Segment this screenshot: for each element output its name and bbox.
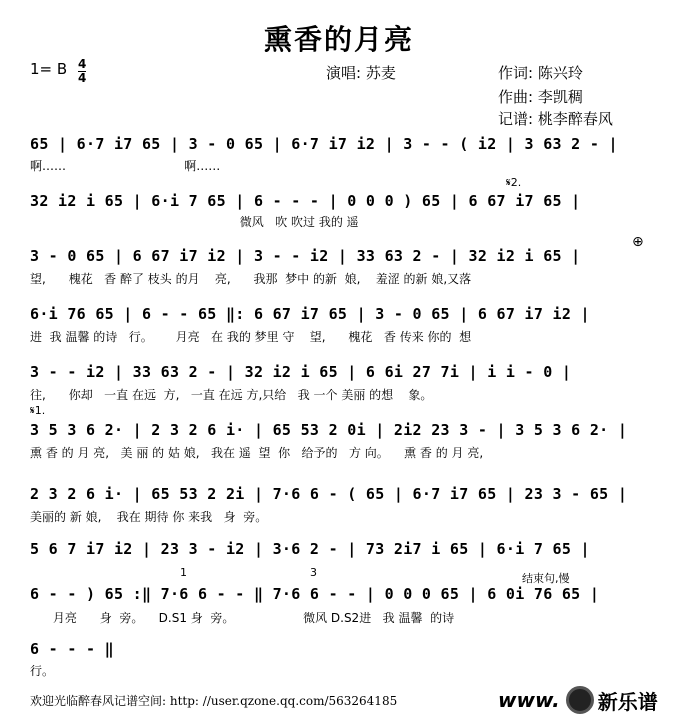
volta-3-mark: 3 (310, 566, 317, 579)
lyric-row-1: 啊…… 啊…… (30, 159, 221, 173)
score-row-8: 5 6 7 i7 i2 | 23 3 - i2 | 3·6 2 - | 73 2i7 i 65 | 6·i 7 65 | (30, 540, 590, 558)
singer-credit: 演唱: 苏麦 (326, 64, 396, 82)
key-signature: 1= B (30, 60, 68, 78)
transcriber-credit: 记谱: 桃李醉春风 (498, 110, 613, 128)
segno-2-mark: 𝄋2. (506, 176, 522, 189)
lyric-row-5: 往, 你却 一直 在远 方, 一直 在远 方,只给 我 一个 美丽 的想 象。 (30, 388, 433, 402)
time-signature-bottom: 4 (78, 71, 87, 85)
watermark-prefix: www. (498, 688, 560, 712)
watermark-brand: 新乐谱 (597, 689, 658, 714)
score-row-2: 32 i2 i 65 | 6·i 7 65 | 6 - - - | 0 0 0 ) 65 | 6 67 i7 65 | (30, 192, 581, 210)
score-row-10: 6 - - - ‖ (30, 640, 114, 658)
composer-credit: 作曲: 李凯稠 (498, 88, 583, 106)
score-row-7: 2 3 2 6 i· | 65 53 2 2i | 7·6 6 - ( 65 | 6·7 i7 65 | 23 3 - 65 | (30, 485, 628, 503)
score-row-9: 6 - - ) 65 :‖ 7·6 6 - - ‖ 7·6 6 - - | 0 0 0 65 | 6 0i 76 65 | (30, 585, 600, 603)
ending-note: 结束句,慢 (522, 572, 570, 585)
lyric-row-9: 月亮 身 旁。 D.S1 身 旁。 微风 D.S2进 我 温馨 的诗 (30, 611, 455, 625)
watermark (498, 682, 674, 718)
song-title: 熏香的月亮 (263, 23, 414, 56)
coda-mark: ⊕ (632, 234, 644, 250)
record-disc-icon (566, 686, 594, 714)
score-row-6: 3 5 3 6 2· | 2 3 2 6 i· | 65 53 2 0i | 2i2 23 3 - | 3 5 3 6 2· | (30, 421, 628, 439)
time-signature-top: 4 (78, 57, 87, 71)
score-row-3: 3 - 0 65 | 6 67 i7 i2 | 3 - - i2 | 33 63 2 - | 32 i2 i 65 | (30, 247, 581, 265)
time-signature (78, 58, 86, 85)
lyric-row-4: 进 我 温馨 的诗 行。 月亮 在 我的 梦里 守 望, 槐花 香 传来 你的 想 (30, 330, 472, 344)
lyric-row-3: 望, 槐花 香 醉了 枝头 的月 亮, 我那 梦中 的新 娘, 羞涩 的新 娘,又落 (30, 272, 472, 286)
lyric-row-10: 行。 (30, 664, 55, 678)
lyric-row-2: 微风 吹 吹过 我的 遥 (30, 215, 359, 229)
volta-1-mark: 1 (180, 566, 187, 579)
segno-1-mark: 𝄋1. (30, 404, 46, 417)
score-row-1: 65 | 6·7 i7 65 | 3 - 0 65 | 6·7 i7 i2 | 3 - - ( i2 | 3 63 2 - | (30, 135, 618, 153)
score-row-5: 3 - - i2 | 33 63 2 - | 32 i2 i 65 | 6 6i 27 7i | i i - 0 | (30, 363, 572, 381)
lyric-row-6: 熏 香 的 月 亮, 美 丽 的 姑 娘, 我在 遥 望 你 给予的 方 向。 熏 香 的 月 亮, (30, 446, 484, 460)
score-row-4: 6·i 76 65 | 6 - - 65 ‖: 6 67 i7 65 | 3 - 0 65 | 6 67 i7 i2 | (30, 305, 590, 323)
footer-credit: 欢迎光临醉春风记谱空间: http: //user.qzone.qq.com/563264185 (30, 694, 398, 708)
lyricist-credit: 作词: 陈兴玲 (498, 64, 583, 82)
lyric-row-7: 美丽的 新 娘, 我在 期待 你 来我 身 旁。 (30, 510, 268, 524)
